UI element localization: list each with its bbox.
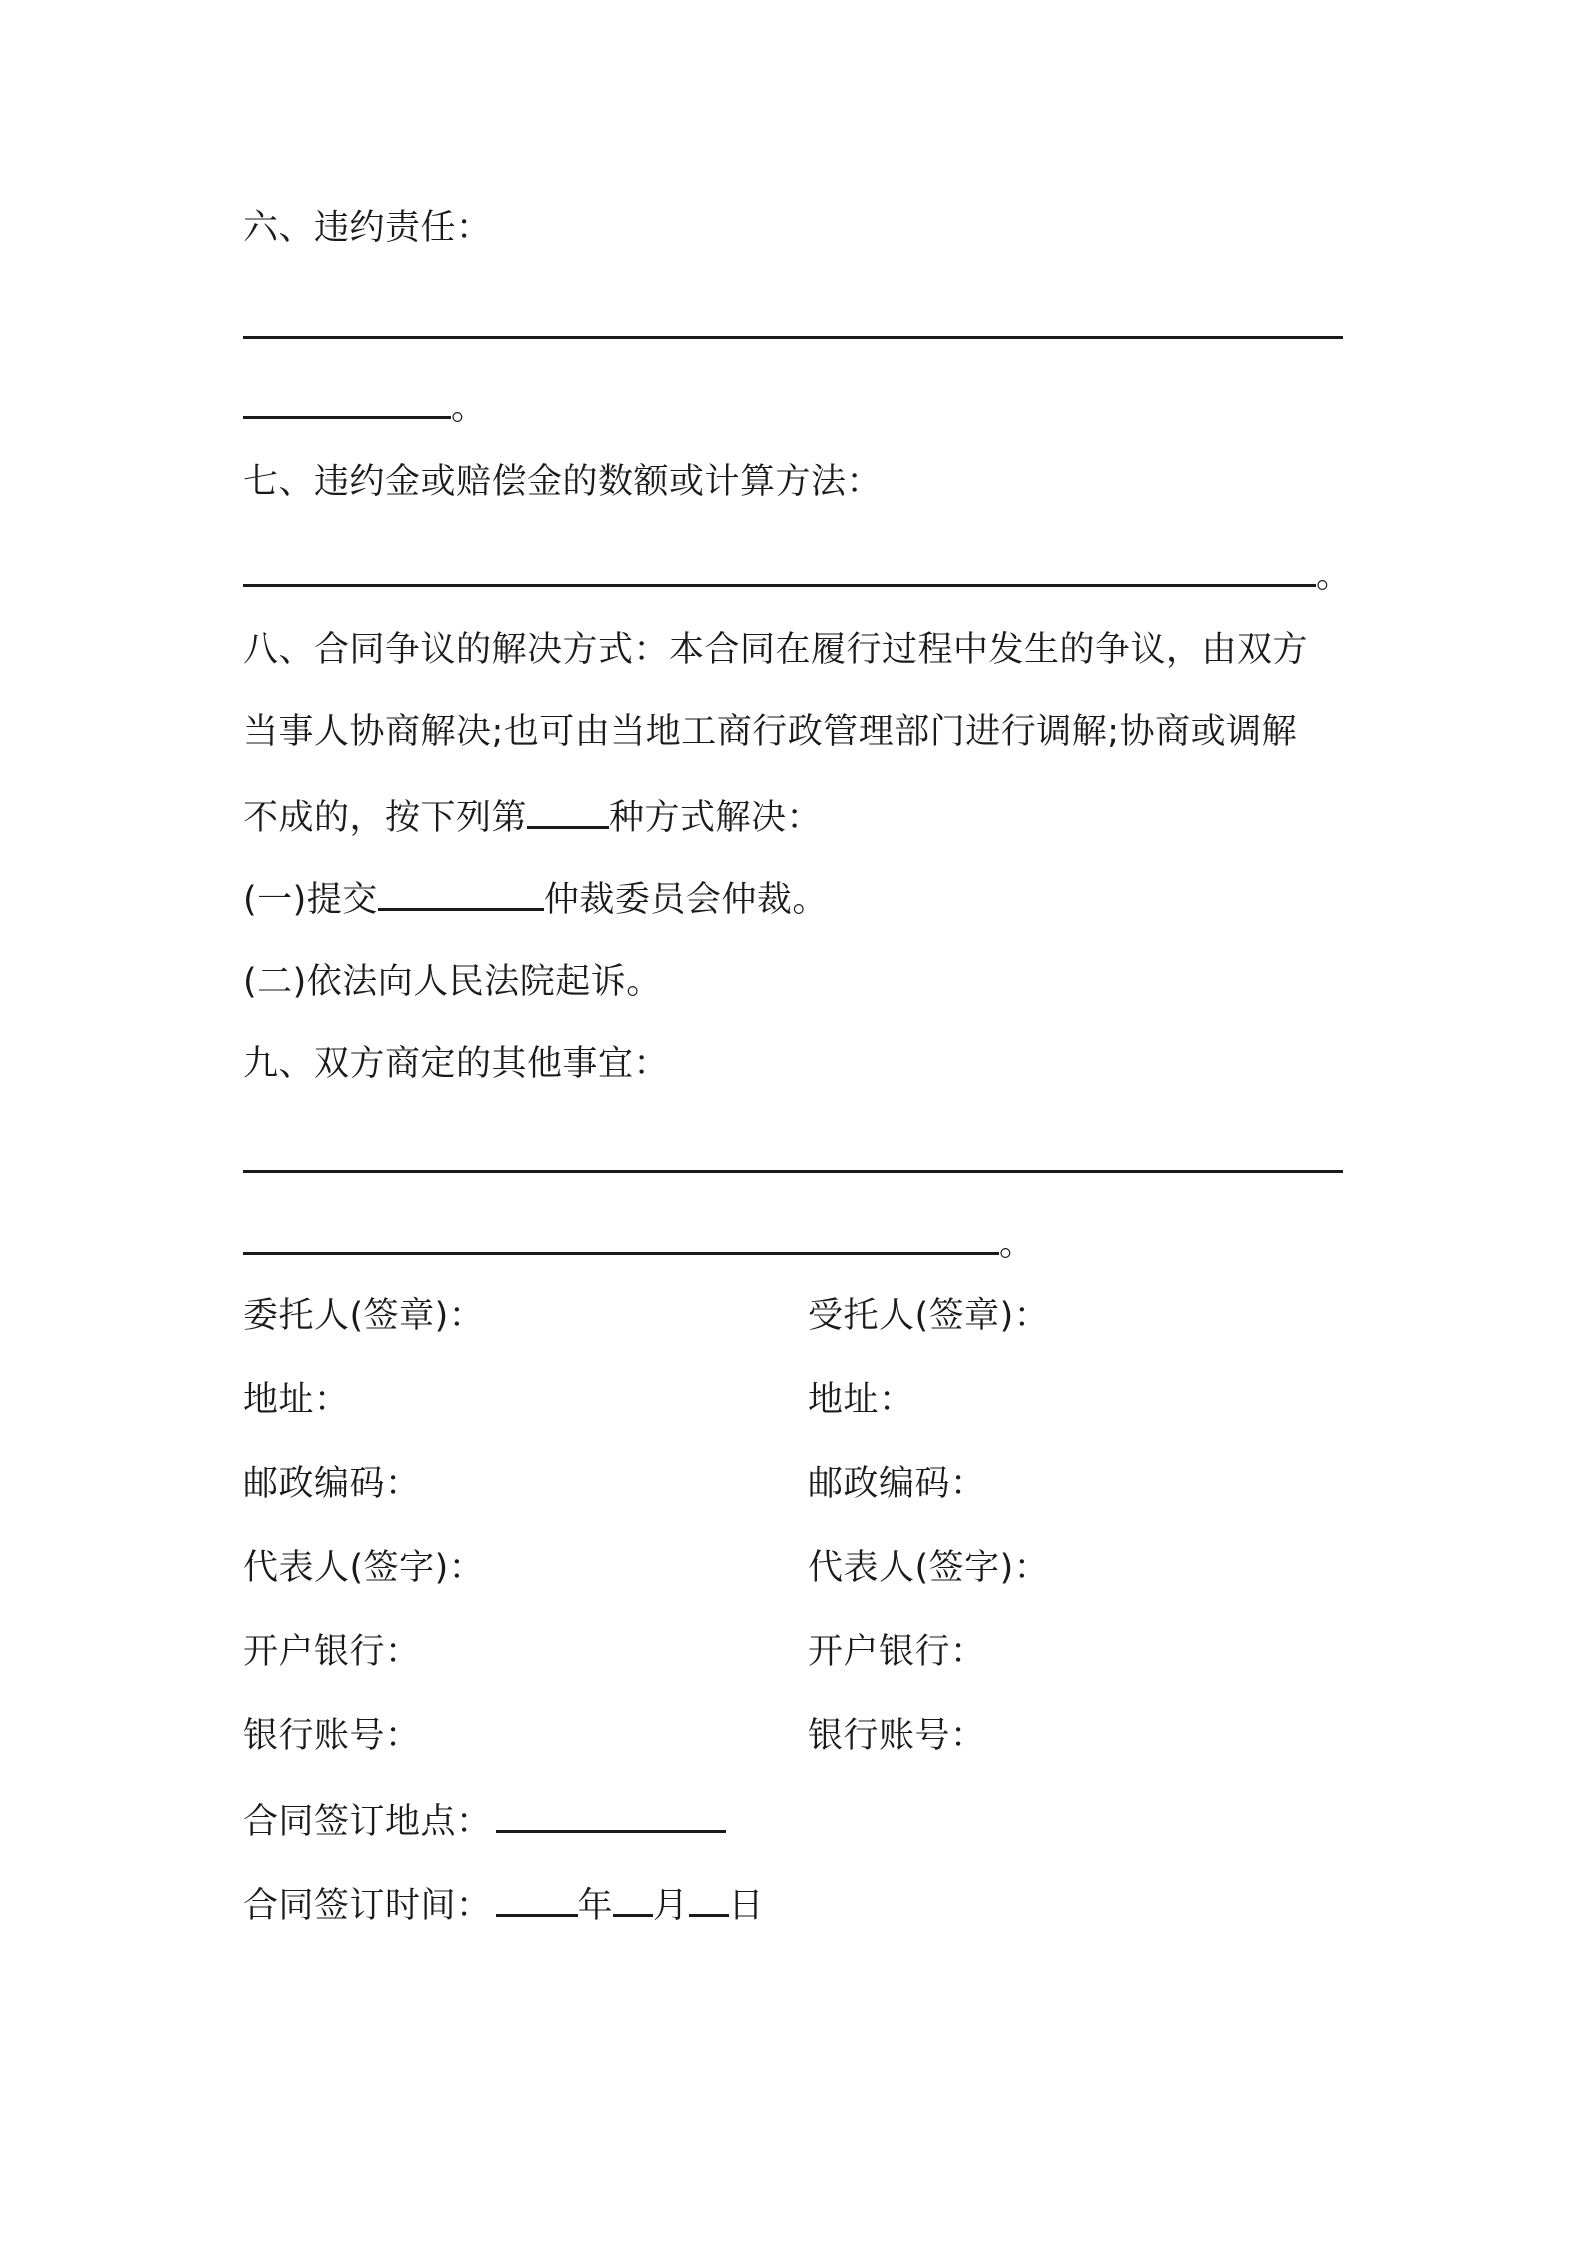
right-bank-label [808, 1628, 986, 1676]
section7-heading-text: 七、违约金或赔偿金的数额或计算方法： [243, 462, 883, 502]
fill-blank[interactable] [378, 874, 544, 911]
option1-suffix: 仲裁委员会仲裁。 [543, 880, 828, 920]
section8-line-3 [243, 792, 822, 842]
signing-place-label: 合同签订地点： [243, 1802, 492, 1842]
client-signature-label: 委托人(签章)： [243, 1296, 485, 1336]
end-mark: 。 [451, 388, 487, 428]
day-label: 日 [728, 1886, 765, 1926]
month-label: 月 [653, 1886, 689, 1926]
trustee-address-label: 地址： [808, 1380, 915, 1420]
section8-option-1 [243, 874, 828, 924]
fill-blank[interactable] [243, 382, 451, 419]
signing-time [243, 1880, 764, 1930]
section9-heading-text: 九、双方商定的其他事宜： [243, 1044, 670, 1084]
year-label: 年 [577, 1886, 614, 1926]
left-bank-label [243, 1628, 421, 1676]
trustee-signature-label: 受托人(签章)： [808, 1296, 1050, 1336]
left-account-label [243, 1712, 421, 1760]
signing-place [243, 1796, 726, 1846]
left-postcode-label [243, 1460, 421, 1508]
section8-option-2 [243, 958, 662, 1006]
end-mark: 。 [1316, 556, 1352, 596]
trustee-postcode-label: 邮政编码： [808, 1464, 986, 1504]
fill-blank[interactable] [496, 1796, 726, 1833]
fill-blank[interactable] [243, 1218, 999, 1255]
option1-prefix: (一)提交 [243, 880, 378, 920]
fill-blank[interactable] [243, 550, 1316, 587]
right-address-label [808, 1376, 915, 1424]
end-mark: 。 [999, 1224, 1035, 1264]
section9-blank-line-2 [243, 1218, 1035, 1268]
section8-line-1 [243, 626, 1308, 674]
left-representative-label [243, 1544, 484, 1592]
right-postcode-label [808, 1460, 986, 1508]
right-party-label [808, 1292, 1049, 1340]
section6-heading [243, 204, 492, 252]
trustee-representative-label: 代表人(签字)： [808, 1548, 1050, 1588]
client-representative-label: 代表人(签字)： [243, 1548, 485, 1588]
section6-heading-text: 六、违约责任： [243, 208, 492, 248]
section7-heading [243, 458, 882, 506]
fill-blank[interactable] [243, 302, 1343, 339]
fill-blank[interactable] [527, 792, 609, 829]
section8-text-3-suffix: 种方式解决： [609, 798, 823, 838]
signing-time-label: 合同签订时间： [243, 1886, 492, 1926]
trustee-bank-label: 开户银行： [808, 1632, 986, 1672]
section8-line-2 [243, 708, 1297, 756]
day-blank[interactable] [689, 1880, 729, 1917]
section8-text-1: 八、合同争议的解决方式：本合同在履行过程中发生的争议，由双方 [243, 630, 1309, 670]
section9-heading [243, 1040, 669, 1088]
left-party-label [243, 1292, 484, 1340]
section7-blank-line [243, 550, 1352, 600]
client-bank-label: 开户银行： [243, 1632, 421, 1672]
section9-blank-line-1 [243, 1136, 1343, 1186]
right-account-label [808, 1712, 986, 1760]
client-account-label: 银行账号： [243, 1716, 421, 1756]
left-address-label [243, 1376, 350, 1424]
section8-text-2: 当事人协商解决;也可由当地工商行政管理部门进行调解;协商或调解 [243, 712, 1298, 752]
client-postcode-label: 邮政编码： [243, 1464, 421, 1504]
year-blank[interactable] [496, 1880, 578, 1917]
right-representative-label [808, 1544, 1049, 1592]
section6-blank-line-1 [243, 302, 1343, 352]
fill-blank[interactable] [243, 1136, 1343, 1173]
section8-text-3-prefix: 不成的，按下列第 [243, 798, 528, 838]
trustee-account-label: 银行账号： [808, 1716, 986, 1756]
client-address-label: 地址： [243, 1380, 350, 1420]
option2-text: (二)依法向人民法院起诉。 [243, 962, 662, 1002]
section6-blank-line-2 [243, 382, 487, 432]
month-blank[interactable] [613, 1880, 653, 1917]
